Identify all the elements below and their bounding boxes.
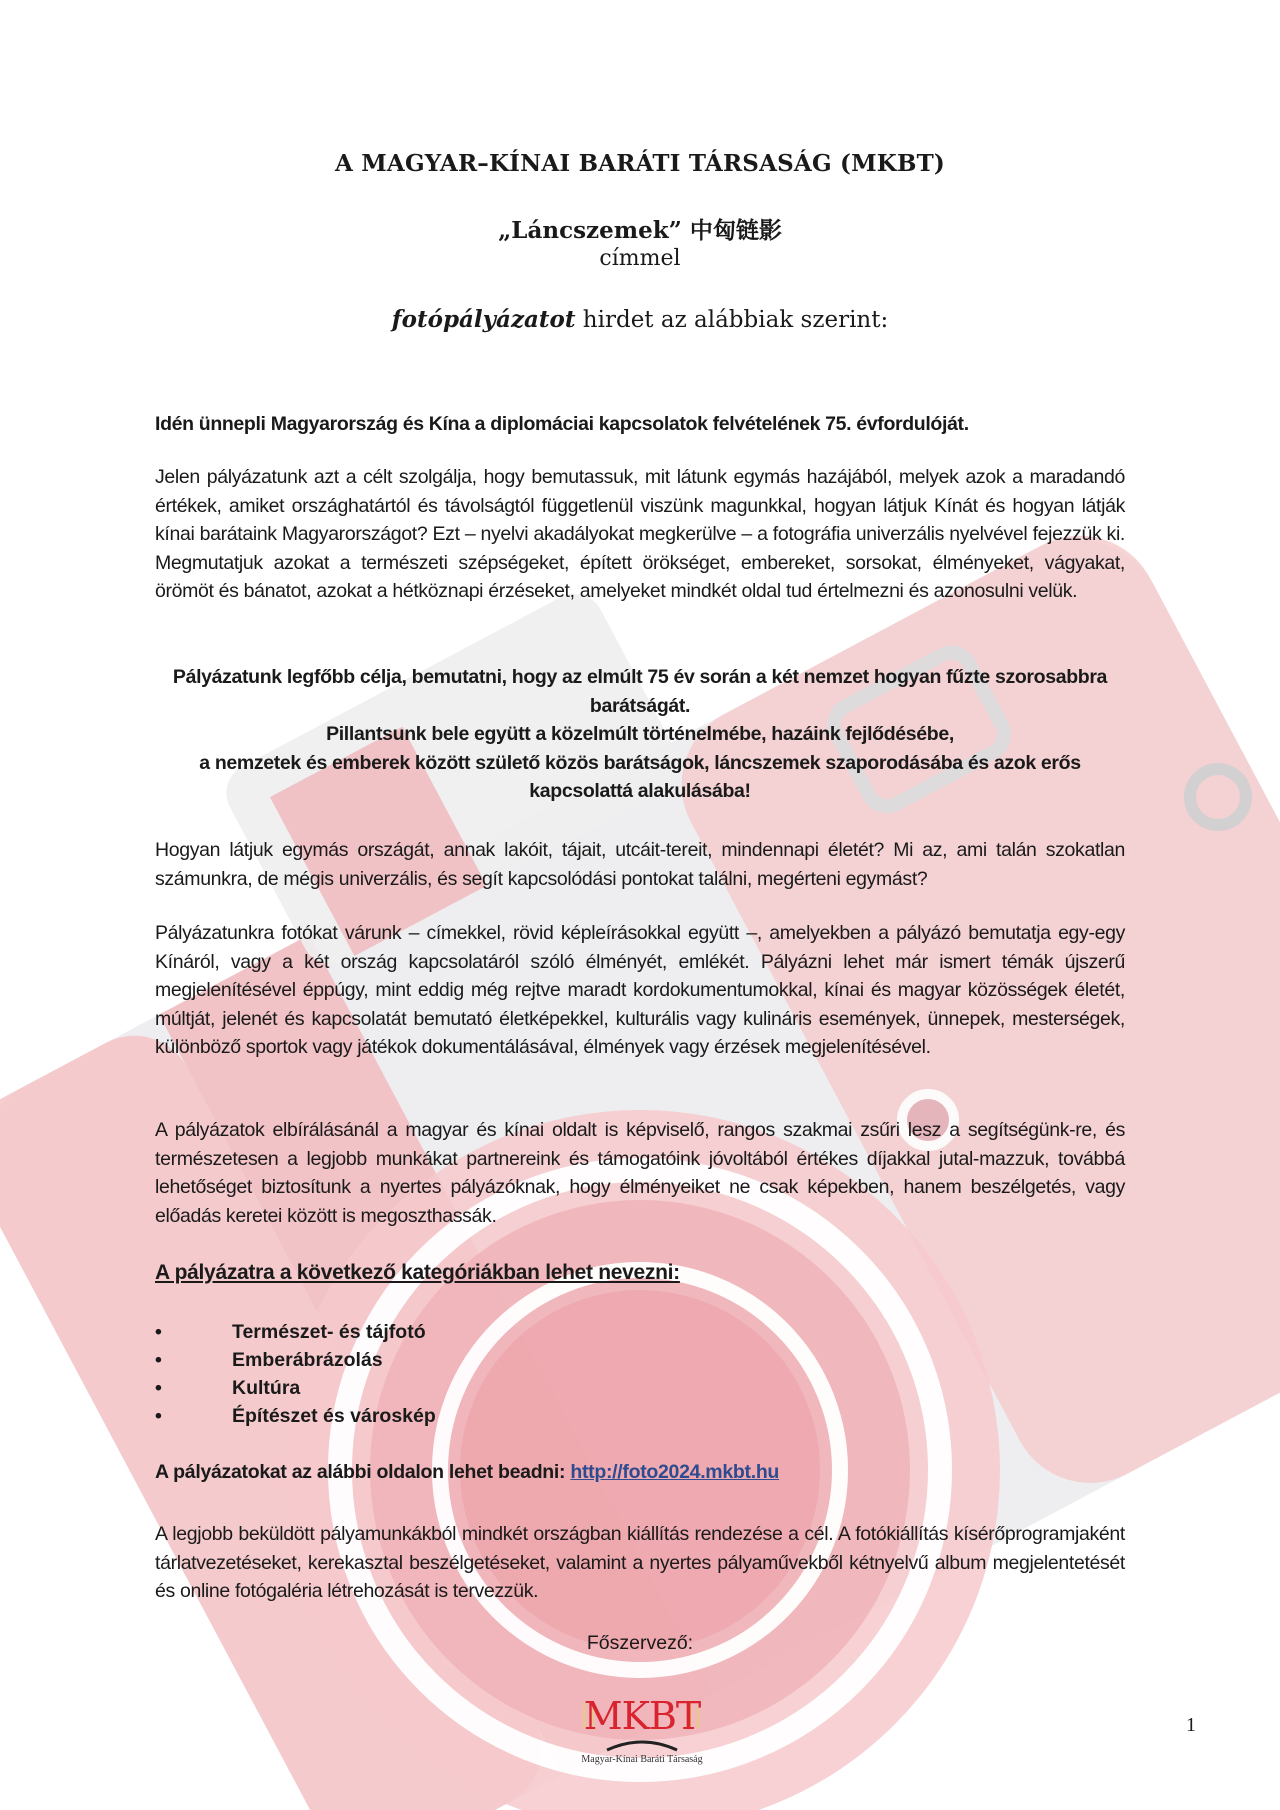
submission-link[interactable]: http://foto2024.mkbt.hu xyxy=(570,1461,780,1483)
logo-wordmark: MKBT xyxy=(583,1694,701,1738)
purpose-paragraph: Jelen pályázatunk azt a célt szolgálja, hogy bemutassuk, mit látunk egymás hazájából, melyek azok a maradandó értékek, amiket országhatártól és távolságtól függetlenül viszünk magunkkal, hogyan látjuk Kínát és hogyan látják kínai barátaink Magyarországot? Ezt – nyelvi akadályokat megkerülve – a fotográfia univerzális nyelvével fejezzük ki. Megmutatjuk azokat a természeti szépségeket, épített örökséget, embereket, sorsokat, élményeket, vágyakat, örömöt és bánatot, azokat a hétköznapi érzéseket, amelyeket mindkét oldal tud értelmezni és azonosulni velük. xyxy=(155,466,1125,602)
announcement-rest: hirdet az alábbiak szerint: xyxy=(575,307,889,333)
category-label: Kultúra xyxy=(232,1377,301,1399)
goal-line-1: Pályázatunk legfőbb célja, bemutatni, hogy az elmúlt 75 év során a két nemzet hogyan fűzte szorosabbra barátságát. xyxy=(172,666,1108,717)
intro-paragraph: Idén ünnepli Magyarország és Kína a diplomáciai kapcsolatok felvételének 75. évfordulóját. xyxy=(155,413,969,435)
jury-paragraph: A pályázatok elbírálásánál a magyar és kínai oldalt is képviselő, rangos szakmai zsűri lesz a segítségünk-re, és természetesen a legjobb munkákat partnereink és támogatóink jóvoltából értékes díjakkal jutal-mazzuk, továbbá lehetőséget biztosítunk a nyertes pályázóknak, hogy élményeiket ne csak képekben, hanem beszélgetés, vagy előadás keretei között is megoszthassák. xyxy=(155,1119,1125,1227)
contest-title-chinese: 中匈链影 xyxy=(689,218,782,244)
announcement-line xyxy=(0,306,1280,333)
exhibition-paragraph: A legjobb beküldött pályamunkákból mindkét országban kiállítás rendezése a cél. A fotókiállítás kísérőprogramjaként tárlatvezetéseket, kerekasztal beszélgetéseket, valamint a nyertes pályaművekből kétnyelvű album megjelentetését és online fotógaléria létrehozását is tervezzük. xyxy=(155,1523,1125,1602)
category-label: Emberábrázolás xyxy=(232,1349,383,1371)
category-item xyxy=(155,1318,436,1346)
bullet-icon: • xyxy=(155,1377,162,1399)
bullet-icon: • xyxy=(155,1349,162,1371)
contest-subtitle: címmel xyxy=(599,246,681,271)
category-label: Természet- és tájfotó xyxy=(232,1321,426,1343)
submissions-paragraph: Pályázatunkra fotókat várunk – címekkel, rövid képleírásokkal együtt –, amelyekben a pályázó bemutatja egy-egy Kínáról, vagy a két ország kapcsolatáról szóló élményét, emlékét. Pályázni lehet már ismert témák újszerű megjelenítésével éppúgy, mint eddig még rejtve maradt kordokumentumokkal, kínai és magyar közösségek életét, múltját, jelenét és kapcsolatát bemutató életképekkel, kulturális vagy kulináris események, ünnepek, mesterségek, különböző sportok vagy játékok dokumentálásával, élmények vagy érzések megjelenítésével. xyxy=(155,922,1125,1058)
submission-label: A pályázatokat az alábbi oldalon lehet beadni: xyxy=(155,1461,571,1483)
submission-line xyxy=(155,1461,779,1484)
goal-paragraph xyxy=(155,663,1125,806)
organization-heading: A MAGYAR–KÍNAI BARÁTI TÁRSASÁG (MKBT) xyxy=(334,150,945,177)
category-item xyxy=(155,1374,436,1402)
category-item xyxy=(155,1402,436,1430)
category-item xyxy=(155,1346,436,1374)
categories-list xyxy=(155,1318,436,1430)
contest-title xyxy=(0,212,1280,245)
mkbt-logo xyxy=(577,1694,707,1774)
logo-subtitle: Magyar-Kínai Baráti Társaság xyxy=(581,1754,703,1765)
category-label: Építészet és városkép xyxy=(232,1405,436,1427)
categories-heading: A pályázatra a következő kategóriákban lehet nevezni: xyxy=(155,1261,680,1284)
contest-title-quoted: „Láncszemek” xyxy=(498,217,682,244)
bullet-icon: • xyxy=(155,1321,162,1343)
questions-paragraph: Hogyan látjuk egymás országát, annak lakóit, tájait, utcáit-tereit, mindennapi életét? Mi az, ami talán szokatlan számunkra, de mégis univerzális, és segít kapcsolódási pontokat találni, megérteni egymást? xyxy=(155,839,1125,890)
announcement-emphasis: fotópályázatot xyxy=(391,306,576,333)
bullet-icon: • xyxy=(155,1405,162,1427)
organizer-label: Főszervező: xyxy=(586,1632,694,1654)
page-number: 1 xyxy=(1186,1714,1196,1736)
goal-line-2: Pillantsunk bele együtt a közelmúlt történelmébe, hazáink fejlődésébe, xyxy=(326,723,954,745)
goal-line-3: a nemzetek és emberek között születő közös barátságok, láncszemek szaporodásába és azok erős kapcsolattá alakulásába! xyxy=(199,751,1081,802)
